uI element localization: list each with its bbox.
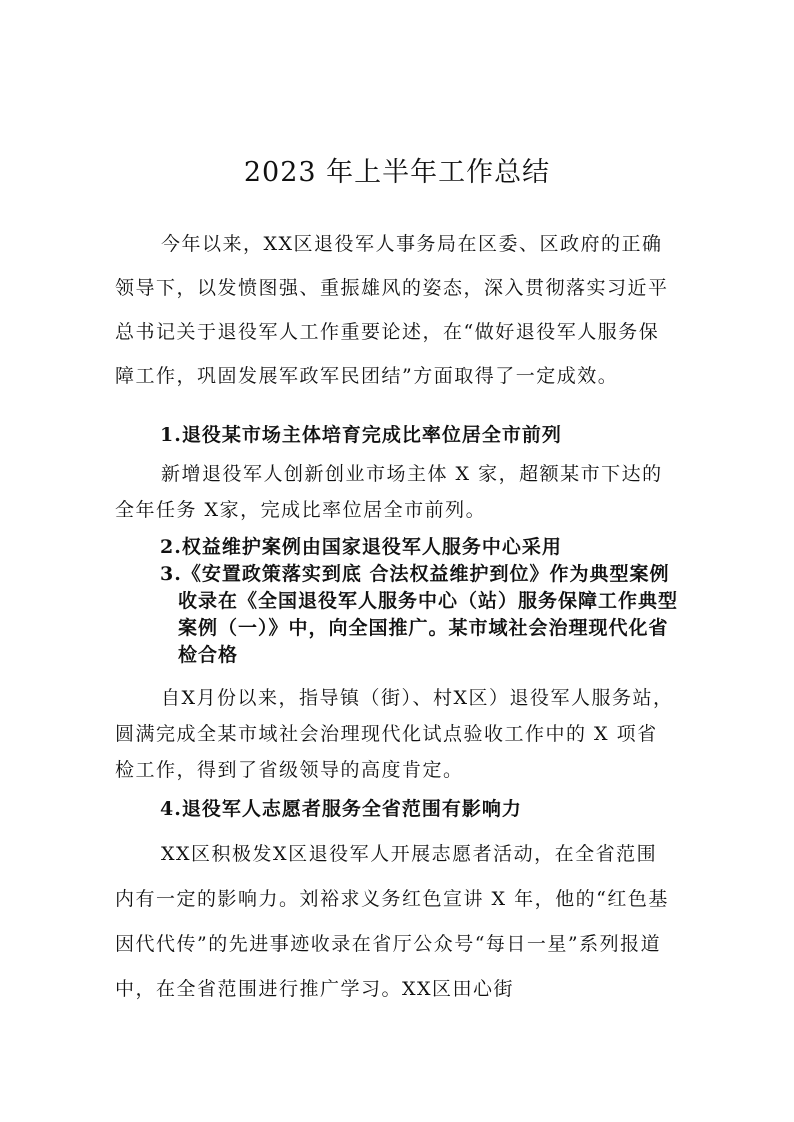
section-1-heading: 1.退役某市场主体培育完成比率位居全市前列 — [160, 424, 562, 446]
section-3-heading: 3.《安置政策落实到底 合法权益维护到位》作为典型案例收录在《全国退役军人服务中心（站）服务保障工作典型案例（一）》中，向全国推广。某市域社会治理现代化省检合格 — [160, 563, 679, 666]
section-2-heading: 2.权益维护案例由国家退役军人服务中心采用 — [160, 536, 562, 558]
intro-paragraph: 今年以来，XX区退役军人事务局在区委、区政府的正确领导下，以发愤图强、重振雄风的姿态，深入贯彻落实习近平总书记关于退役军人工作重要论述，在“做好退役军人服务保障工作，巩固发展军政军民团结”方面取得了一定成效。 — [115, 233, 669, 387]
section-4-body: XX区积极发X区退役军人开展志愿者活动，在全省范围内有一定的影响力。刘裕求义务红色宣讲 X 年，他的“红色基因代代传”的先进事迹收录在省厅公众号“每日一星”系列报道中，在全省范围进行推广学习。XX区田心街 — [115, 843, 669, 1000]
section-3-body: 自X月份以来，指导镇（街）、村X区）退役军人服务站，圆满完成全某市域社会治理现代化试点验收工作中的 X 项省检工作，得到了省级领导的高度肯定。 — [115, 687, 674, 781]
document-title: 2023 年上半年工作总结 — [243, 157, 551, 189]
section-1-body: 新增退役军人创新创业市场主体 X 家，超额某市下达的全年任务 X家，完成比率位居全市前列。 — [115, 463, 663, 521]
section-4-heading: 4.退役军人志愿者服务全省范围有影响力 — [160, 798, 522, 820]
